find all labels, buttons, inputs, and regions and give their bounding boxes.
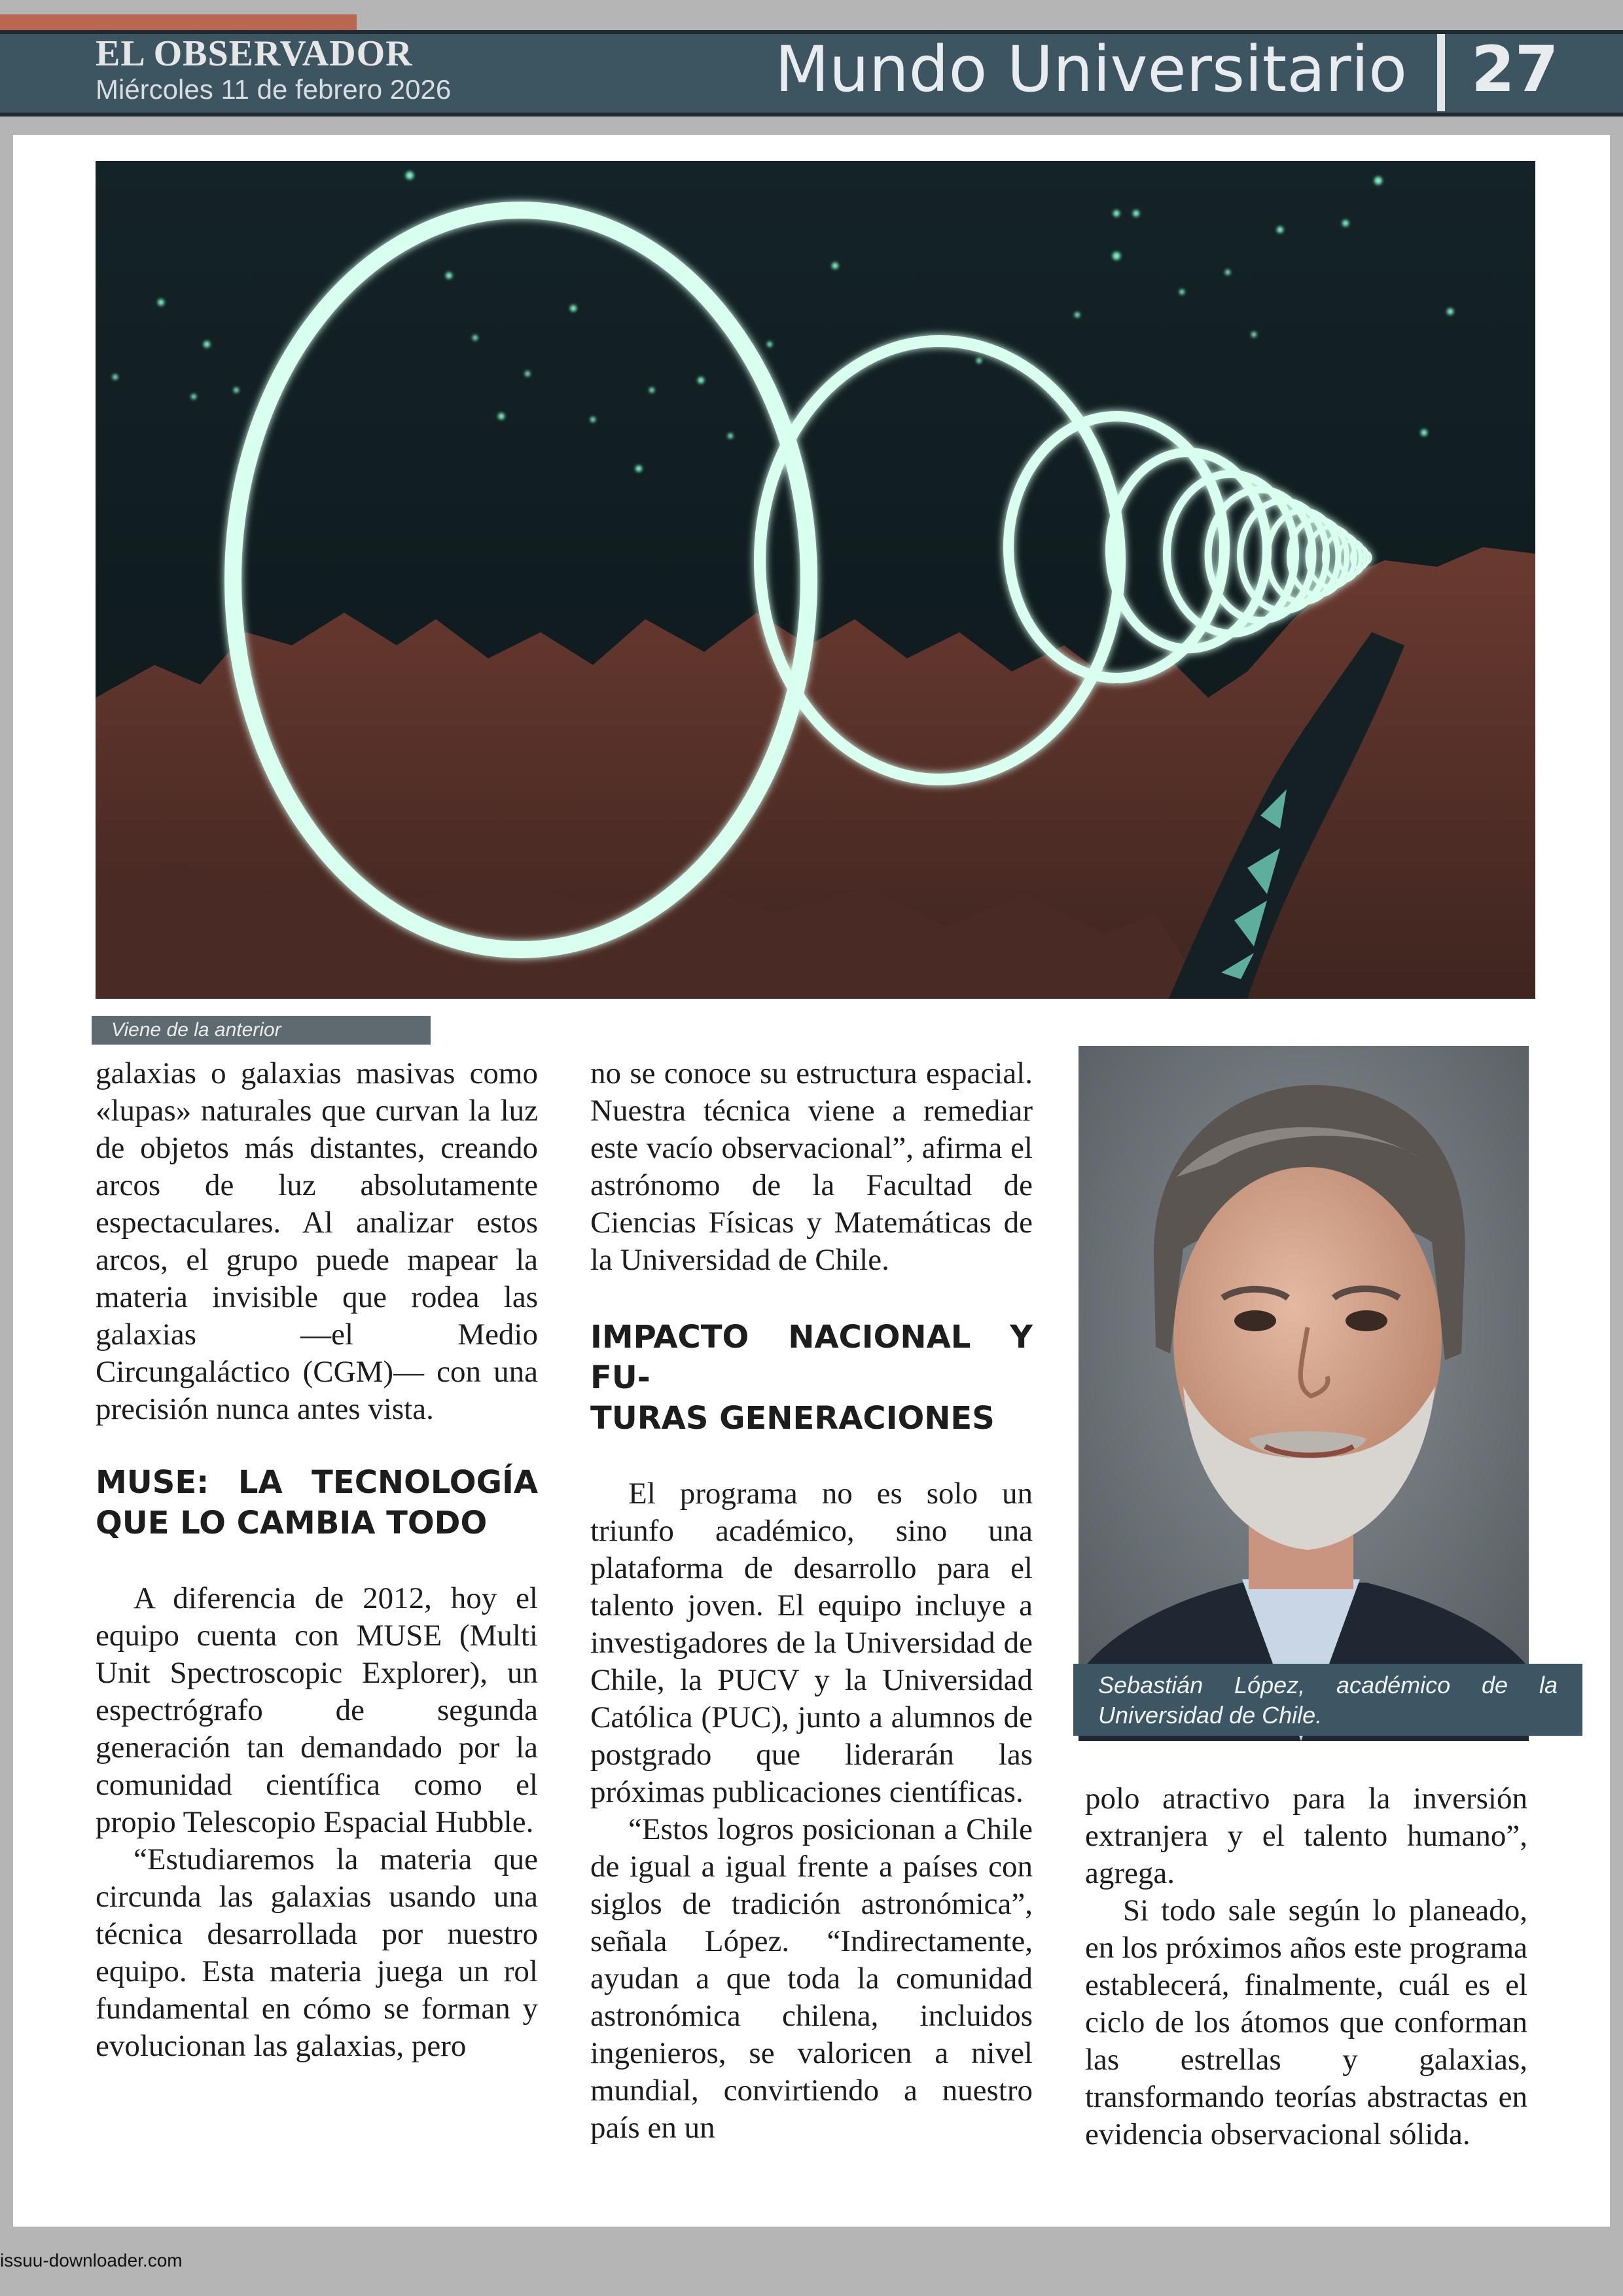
- paragraph: galaxias o galaxias masivas como «lupas» naturales que curvan la luz de objetos más distantes, creando arcos de luz absolutamente espectaculares. Al analizar estos arcos, el grupo puede mapear la materia invisible que rodea las galaxias —el Medio Circungaláctico (CGM)— con una precisión nunca antes vista.: [96, 1056, 538, 1426]
- page-number: 27: [1471, 33, 1559, 106]
- header-accent-line: [0, 14, 357, 31]
- portrait-photo: [1079, 1046, 1529, 1741]
- paragraph: Si todo sale según lo planeado, en los próximos años este programa establecerá, finalmente, cuál es el ciclo de los átomos que conforman las estrellas y galaxias, transformando teorías abstractas en evidencia observacional sólida.: [1085, 1893, 1527, 2151]
- subheading-muse: [96, 1462, 538, 1543]
- hero-illustration: [96, 161, 1535, 999]
- paragraph: no se conoce su estructura espacial. Nuestra técnica viene a remediar este vacío observacional”, afirma el astrónomo de la Facultad de Ciencias Físicas y Matemáticas de la Universidad de Chile.: [590, 1056, 1033, 1277]
- footer-source: issuu-downloader.com: [0, 2250, 183, 2270]
- article-column-3: [1085, 1780, 1527, 2153]
- subheading-line: QUE LO CAMBIA TODO: [96, 1505, 488, 1541]
- subheading-line: MUSE: LA TECNOLOGÍA: [96, 1464, 538, 1501]
- subheading-line: IMPACTO NACIONAL Y FU-: [590, 1319, 1033, 1396]
- issue-date: Miércoles 11 de febrero 2026: [96, 74, 452, 105]
- paragraph: polo atractivo para la inversión extranjera y el talento humano”, agrega.: [1085, 1782, 1527, 1890]
- header-divider: [1437, 34, 1445, 111]
- continued-label: Viene de la anterior: [92, 1016, 431, 1045]
- paragraph: “Estos logros posicionan a Chile de igual a igual frente a países con siglos de tradición astronómica”, señala López. “Indirectamente, ayudan a que toda la comunidad astronómica chilena, incluidos ingenieros, se valoricen a nivel mundial, convirtiendo a nuestro país en un: [590, 1812, 1033, 2145]
- article-column-2: [590, 1055, 1033, 2147]
- article-column-1: [96, 1055, 538, 2065]
- masthead: EL OBSERVADOR: [96, 33, 413, 74]
- section-title: Mundo Universitario: [775, 33, 1407, 106]
- subheading-impacto: [590, 1317, 1033, 1439]
- paragraph: El programa no es solo un triunfo académico, sino una plataforma de desarrollo para el talento joven. El equipo incluye a investigadores de la Universidad de Chile, la PUCV y la Universidad Católica (PUC), junto a alumnos de postgrado que liderarán las próximas publicaciones científicas.: [590, 1477, 1033, 1809]
- paragraph: “Estudiaremos la materia que circunda las galaxias usando una técnica desarrollada por nuestro equipo. Esta materia juega un rol fundamental en cómo se forman y evolucionan las galaxias, pero: [96, 1842, 538, 2063]
- paragraph: A diferencia de 2012, hoy el equipo cuenta con MUSE (Multi Unit Spectroscopic Explorer), un espectrógrafo de segunda generación tan demandado por la comunidad científica como el propio Telescopio Espacial Hubble.: [96, 1581, 538, 1839]
- photo-caption: Sebastián López, académico de la Universidad de Chile.: [1073, 1664, 1582, 1736]
- subheading-line: TURAS GENERACIONES: [590, 1400, 995, 1437]
